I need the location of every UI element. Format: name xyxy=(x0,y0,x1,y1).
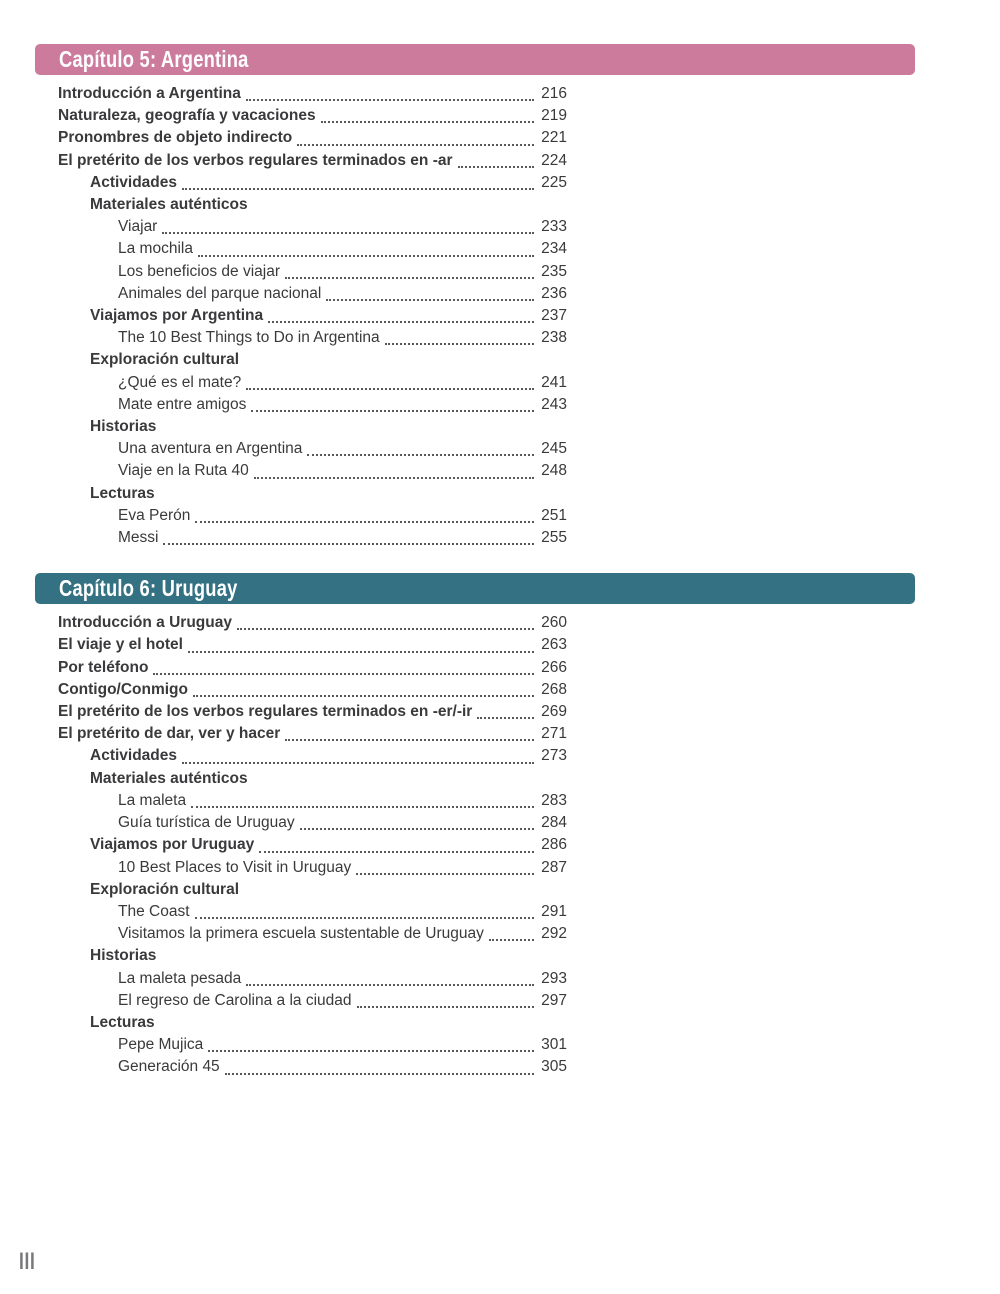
toc-entry-label: Pepe Mujica xyxy=(118,1036,204,1054)
toc-entry xyxy=(58,327,567,349)
toc-entry-label: Viajamos por Argentina xyxy=(90,307,264,325)
toc-entry-page: 241 xyxy=(541,373,567,391)
toc-entry-page: 234 xyxy=(541,240,567,258)
dot-leader xyxy=(182,188,534,190)
toc-entry-label: Mate entre amigos xyxy=(118,395,247,413)
toc-entry xyxy=(58,349,567,371)
dot-leader xyxy=(195,521,534,523)
toc-entry xyxy=(58,812,567,834)
toc-entry-page: 305 xyxy=(541,1058,567,1076)
toc-entry-page: 291 xyxy=(541,902,567,920)
toc-entry-label: Animales del parque nacional xyxy=(118,284,322,302)
toc-entry xyxy=(58,83,567,105)
toc-entry-page: 273 xyxy=(541,747,567,765)
toc-entry xyxy=(58,745,567,767)
toc-entry xyxy=(58,768,567,790)
toc-entry xyxy=(58,505,567,527)
toc-entry-label: La mochila xyxy=(118,240,193,258)
toc-entry xyxy=(58,416,567,438)
chapter-6-entries xyxy=(58,612,567,1078)
toc-entry-label: Viaje en la Ruta 40 xyxy=(118,462,249,480)
toc-entry-page: 236 xyxy=(541,284,567,302)
toc-entry-page: 225 xyxy=(541,173,567,191)
toc-entry-page: 260 xyxy=(541,614,567,632)
dot-leader xyxy=(225,1073,534,1075)
chapter-5-section xyxy=(35,44,915,549)
dot-leader xyxy=(259,851,534,853)
toc-entry xyxy=(58,216,567,238)
toc-entry xyxy=(58,990,567,1012)
dot-leader xyxy=(285,277,534,279)
toc-entry-label: The 10 Best Things to Do in Argentina xyxy=(118,329,380,347)
toc-entry-label: Generación 45 xyxy=(118,1058,220,1076)
chapter-6-title: Capítulo 6: Uruguay xyxy=(59,575,238,602)
toc-entry-label: Una aventura en Argentina xyxy=(118,440,303,458)
dot-leader xyxy=(193,695,534,697)
toc-entry-page: 219 xyxy=(541,107,567,125)
toc-entry-page: 284 xyxy=(541,814,567,832)
toc-entry-label: Visitamos la primera escuela sustentable de Uruguay xyxy=(118,925,484,943)
page-number: III xyxy=(19,1248,36,1275)
toc-entry xyxy=(58,634,567,656)
dot-leader xyxy=(489,939,534,941)
toc-entry xyxy=(58,150,567,172)
toc-entry xyxy=(58,1056,567,1078)
toc-entry-page: 268 xyxy=(541,680,567,698)
toc-entry-label: Introducción a Uruguay xyxy=(58,614,232,632)
toc-entry-label: 10 Best Places to Visit in Uruguay xyxy=(118,858,352,876)
toc-entry-page: 301 xyxy=(541,1036,567,1054)
dot-leader xyxy=(458,166,534,168)
toc-entry xyxy=(58,923,567,945)
dot-leader xyxy=(246,99,534,101)
toc-entry-page: 266 xyxy=(541,658,567,676)
toc-entry-page: 293 xyxy=(541,969,567,987)
toc-entry xyxy=(58,701,567,723)
toc-entry-label: The Coast xyxy=(118,902,190,920)
toc-entry-page: 255 xyxy=(541,529,567,547)
toc-entry xyxy=(58,1012,567,1034)
dot-leader xyxy=(357,1006,535,1008)
toc-entry xyxy=(58,612,567,634)
toc-entry-page: 287 xyxy=(541,858,567,876)
dot-leader xyxy=(246,984,534,986)
dot-leader xyxy=(191,806,534,808)
toc-entry-page: 283 xyxy=(541,791,567,809)
toc-entry-label: El regreso de Carolina a la ciudad xyxy=(118,991,352,1009)
toc-entry-page: 286 xyxy=(541,836,567,854)
toc-entry-label: Exploración cultural xyxy=(90,351,240,369)
dot-leader xyxy=(237,628,534,630)
dot-leader xyxy=(208,1050,534,1052)
toc-entry xyxy=(58,483,567,505)
toc-entry xyxy=(58,460,567,482)
dot-leader xyxy=(198,255,534,257)
toc-entry-page: 237 xyxy=(541,307,567,325)
toc-entry-label: Actividades xyxy=(90,173,178,191)
toc-entry-label: Historias xyxy=(90,947,157,965)
toc-entry xyxy=(58,238,567,260)
toc-entry xyxy=(58,679,567,701)
toc-entry xyxy=(58,305,567,327)
toc-entry xyxy=(58,283,567,305)
toc-entry-label: El viaje y el hotel xyxy=(58,636,183,654)
toc-entry xyxy=(58,438,567,460)
toc-entry-page: 233 xyxy=(541,218,567,236)
toc-entry-page: 245 xyxy=(541,440,567,458)
toc-entry-label: Eva Perón xyxy=(118,506,191,524)
chapter-6-header-bar xyxy=(35,573,915,604)
toc-entry-label: Viajar xyxy=(118,218,158,236)
toc-entry-label: Lecturas xyxy=(90,484,155,502)
toc-entry xyxy=(58,261,567,283)
dot-leader xyxy=(163,543,534,545)
dot-leader xyxy=(182,762,534,764)
toc-entry-page: 224 xyxy=(541,151,567,169)
toc-entry-page: 221 xyxy=(541,129,567,147)
toc-entry-label: La maleta pesada xyxy=(118,969,242,987)
dot-leader xyxy=(307,454,534,456)
toc-entry-page: 238 xyxy=(541,329,567,347)
toc-entry-page: 263 xyxy=(541,636,567,654)
toc-entry-label: Por teléfono xyxy=(58,658,149,676)
dot-leader xyxy=(246,388,534,390)
toc-entry xyxy=(58,172,567,194)
dot-leader xyxy=(268,321,534,323)
toc-entry-label: El pretérito de los verbos regulares terminados en -er/-ir xyxy=(58,703,473,721)
toc-entry-page: 216 xyxy=(541,85,567,102)
toc-entry-label: Naturaleza, geografía y vacaciones xyxy=(58,107,316,125)
toc-entry-page: 271 xyxy=(541,725,567,743)
toc-entry-label: El pretérito de dar, ver y hacer xyxy=(58,725,281,743)
dot-leader xyxy=(285,739,534,741)
toc-entry xyxy=(58,1034,567,1056)
toc-entry xyxy=(58,879,567,901)
toc-entry xyxy=(58,945,567,967)
toc-entry-label: Contigo/Conmigo xyxy=(58,680,188,698)
chapter-5-entries xyxy=(58,83,567,549)
toc-entry xyxy=(58,105,567,127)
toc-entry-page: 243 xyxy=(541,395,567,413)
toc-entry xyxy=(58,901,567,923)
toc-entry-label: Materiales auténticos xyxy=(90,196,248,214)
toc-entry-label: Lecturas xyxy=(90,1013,155,1031)
toc-entry xyxy=(58,790,567,812)
toc-entry xyxy=(58,968,567,990)
toc-entry xyxy=(58,657,567,679)
dot-leader xyxy=(251,410,534,412)
toc-entry-page: 248 xyxy=(541,462,567,480)
toc-entry-label: Messi xyxy=(118,529,159,547)
toc-entry-label: Exploración cultural xyxy=(90,880,240,898)
dot-leader xyxy=(162,232,534,234)
toc-entry-label: Introducción a Argentina xyxy=(58,85,241,102)
toc-entry-label: El pretérito de los verbos regulares terminados en -ar xyxy=(58,151,453,169)
chapter-5-header-bar xyxy=(35,44,915,75)
dot-leader xyxy=(326,299,534,301)
dot-leader xyxy=(195,917,534,919)
toc-entry-page: 251 xyxy=(541,506,567,524)
dot-leader xyxy=(153,673,534,675)
dot-leader xyxy=(356,873,534,875)
toc-entry-label: La maleta xyxy=(118,791,187,809)
toc-entry xyxy=(58,194,567,216)
toc-entry-label: Historias xyxy=(90,418,157,436)
dot-leader xyxy=(254,477,534,479)
toc-entry xyxy=(58,857,567,879)
toc-entry-label: Viajamos por Uruguay xyxy=(90,836,255,854)
dot-leader xyxy=(300,828,534,830)
chapter-6-section xyxy=(35,573,915,1078)
toc-entry xyxy=(58,372,567,394)
toc-entry-label: Los beneficios de viajar xyxy=(118,262,280,280)
toc-entry-label: ¿Qué es el mate? xyxy=(118,373,242,391)
dot-leader xyxy=(188,651,534,653)
dot-leader xyxy=(321,121,534,123)
toc-entry-page: 297 xyxy=(541,991,567,1009)
dot-leader xyxy=(385,343,534,345)
toc-entry xyxy=(58,127,567,149)
toc-entry xyxy=(58,834,567,856)
toc-entry-label: Actividades xyxy=(90,747,178,765)
toc-entry xyxy=(58,394,567,416)
toc-entry xyxy=(58,723,567,745)
toc-entry xyxy=(58,527,567,549)
toc-entry-label: Guía turística de Uruguay xyxy=(118,814,295,832)
toc-entry-label: Materiales auténticos xyxy=(90,769,248,787)
dot-leader xyxy=(477,717,534,719)
toc-entry-page: 235 xyxy=(541,262,567,280)
toc-entry-page: 292 xyxy=(541,925,567,943)
toc-entry-page: 269 xyxy=(541,703,567,721)
chapter-5-title: Capítulo 5: Argentina xyxy=(59,46,249,72)
toc-entry-label: Pronombres de objeto indirecto xyxy=(58,129,293,147)
dot-leader xyxy=(297,144,534,146)
